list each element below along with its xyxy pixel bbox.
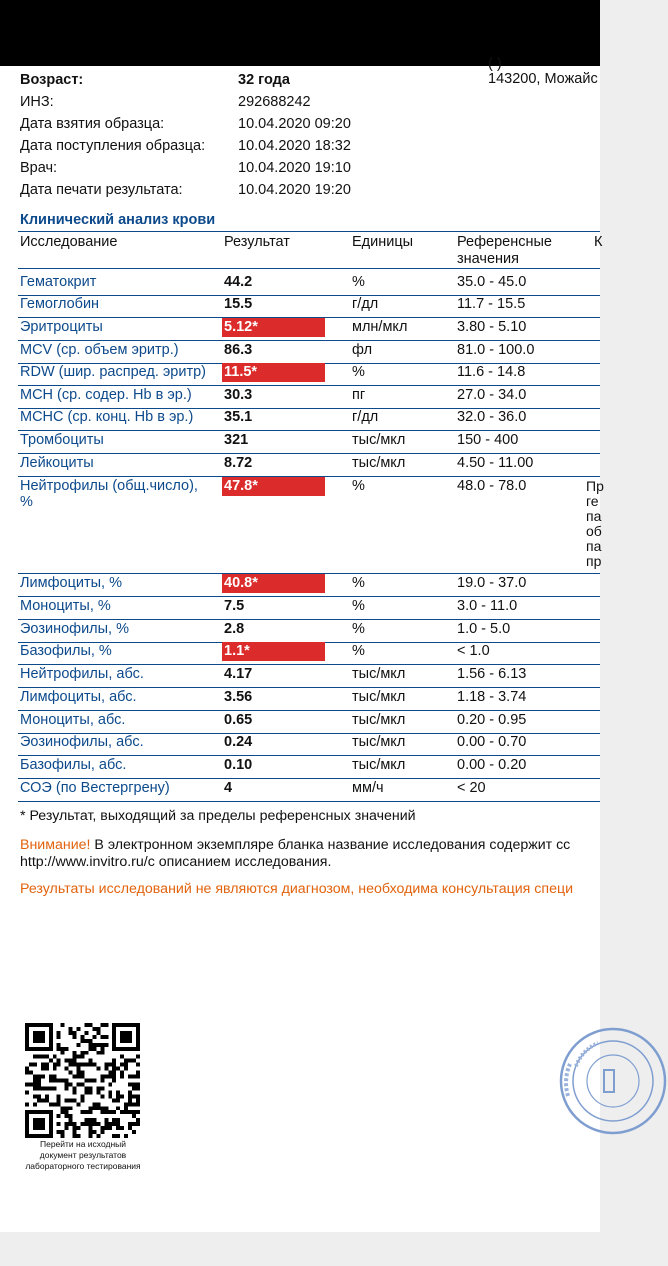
units: % [352, 364, 365, 380]
units: % [352, 643, 365, 659]
result-value: 8.72 [224, 455, 253, 471]
test-name: СОЭ (по Вестергрену) [20, 780, 170, 796]
comment-fragment: Пр [586, 478, 604, 494]
header-divider [18, 268, 600, 269]
units: тыс/мкл [352, 666, 406, 682]
units: г/дл [352, 296, 379, 312]
test-name: Базофилы, абс. [20, 757, 127, 773]
reference-range: 27.0 - 34.0 [457, 387, 527, 403]
reference-range: < 1.0 [457, 643, 490, 659]
units: тыс/мкл [352, 455, 406, 471]
test-name: RDW (шир. распред. эритр) [20, 364, 206, 380]
status-bar [0, 0, 600, 66]
reference-range: < 20 [457, 780, 486, 796]
attention-label: Внимание! [20, 837, 91, 853]
print-date-value: 10.04.2020 19:20 [238, 182, 351, 198]
result-value: 0.10 [224, 757, 253, 773]
result-value: 15.5 [224, 296, 253, 312]
result-value: 7.5 [224, 598, 245, 614]
test-name-cont: % [20, 494, 33, 510]
inz-value: 292688242 [238, 94, 311, 110]
comment-fragment: пр [586, 553, 602, 569]
units: % [352, 274, 365, 290]
sample-received-label: Дата поступления образца: [20, 138, 206, 154]
print-date-label: Дата печати результата: [20, 182, 183, 198]
diagnosis-note: Результаты исследований не являются диагнозом, необходима консультация специ [20, 881, 574, 897]
reference-range: 19.0 - 37.0 [457, 575, 527, 591]
result-value-flagged: 11.5* [222, 363, 325, 382]
units: пг [352, 387, 366, 403]
reference-range: 48.0 - 78.0 [457, 478, 527, 494]
row-divider [18, 801, 600, 802]
reference-range: 4.50 - 11.00 [457, 455, 534, 471]
comment-fragment: об [586, 523, 602, 539]
company-stamp-icon [558, 1026, 668, 1136]
result-value: 0.24 [224, 734, 253, 750]
result-value: 321 [224, 432, 249, 448]
units: тыс/мкл [352, 689, 406, 705]
result-value: 4.17 [224, 666, 253, 682]
units: тыс/мкл [352, 734, 406, 750]
sample-taken-label: Дата взятия образца: [20, 116, 165, 132]
test-name: Моноциты, абс. [20, 712, 126, 728]
test-name: Лимфоциты, абс. [20, 689, 137, 705]
units: тыс/мкл [352, 432, 406, 448]
test-name: Эозинофилы, абс. [20, 734, 144, 750]
reference-range: 3.80 - 5.10 [457, 319, 527, 335]
lab-report-page [0, 56, 604, 1232]
result-value-flagged: 1.1* [222, 642, 325, 661]
test-name: Базофилы, % [20, 643, 112, 659]
qr-code-icon[interactable] [25, 1023, 140, 1138]
sample-taken-value: 10.04.2020 09:20 [238, 116, 351, 132]
test-name: MCHC (ср. конц. Hb в эр.) [20, 409, 194, 425]
result-value: 2.8 [224, 621, 245, 637]
result-value: 30.3 [224, 387, 253, 403]
test-name: Нейтрофилы (общ.число), [20, 478, 198, 494]
reference-range: 35.0 - 45.0 [457, 274, 527, 290]
test-name: Эритроциты [20, 319, 103, 335]
result-value: 44.2 [224, 274, 253, 290]
test-name: Эозинофилы, % [20, 621, 130, 637]
col-header-reference: Референсные значения [457, 234, 552, 267]
units: тыс/мкл [352, 712, 406, 728]
col-header-comment: К [594, 234, 603, 250]
col-header-test: Исследование [20, 234, 118, 250]
test-name: Гемоглобин [20, 296, 100, 312]
result-value: 86.3 [224, 342, 253, 358]
reference-range: 0.00 - 0.70 [457, 734, 527, 750]
address-top: ( ) [488, 56, 502, 72]
units: % [352, 478, 365, 494]
test-name: MCV (ср. объем эритр.) [20, 342, 179, 358]
result-value: 3.56 [224, 689, 253, 705]
units: тыс/мкл [352, 757, 406, 773]
sample-received-value: 10.04.2020 18:32 [238, 138, 351, 154]
result-value: 4 [224, 780, 233, 796]
result-value: 0.65 [224, 712, 253, 728]
age-value: 32 года [238, 72, 290, 88]
test-name: Лимфоциты, % [20, 575, 122, 591]
test-name: Лейкоциты [20, 455, 94, 471]
result-value-flagged: 47.8* [222, 477, 325, 496]
comment-fragment: па [586, 508, 602, 524]
test-name: Тромбоциты [20, 432, 104, 448]
units: % [352, 598, 365, 614]
comment-fragment: ге [586, 493, 599, 509]
lab-address: 143200, Можайс [488, 71, 598, 87]
comment-fragment: па [586, 538, 602, 554]
reference-range: 0.20 - 0.95 [457, 712, 527, 728]
reference-range: 81.0 - 100.0 [457, 342, 535, 358]
units: % [352, 575, 365, 591]
units: г/дл [352, 409, 379, 425]
reference-range: 11.7 - 15.5 [457, 296, 526, 312]
result-value-flagged: 5.12* [222, 318, 325, 337]
reference-range: 3.0 - 11.0 [457, 598, 518, 614]
reference-range: 1.18 - 3.74 [457, 689, 527, 705]
reference-range: 32.0 - 36.0 [457, 409, 527, 425]
units: млн/мкл [352, 319, 408, 335]
section-title: Клинический анализ крови [20, 212, 216, 228]
section-divider [18, 231, 600, 232]
attention-link[interactable]: http://www.invitro.ru/с описанием исследования. [20, 854, 332, 870]
age-label: Возраст: [20, 72, 84, 88]
col-header-units: Единицы [352, 234, 414, 250]
units: фл [352, 342, 373, 358]
test-name: Моноциты, % [20, 598, 111, 614]
result-value: 35.1 [224, 409, 253, 425]
reference-range: 0.00 - 0.20 [457, 757, 527, 773]
units: мм/ч [352, 780, 384, 796]
reference-range: 150 - 400 [457, 432, 519, 448]
reference-range: 11.6 - 14.8 [457, 364, 526, 380]
reference-range: 1.0 - 5.0 [457, 621, 511, 637]
attention-note: Внимание! В электронном экземпляре бланка название исследования содержит сс [20, 837, 571, 853]
doctor-value: 10.04.2020 19:10 [238, 160, 351, 176]
qr-caption: Перейти на исходный документ результатов лабораторного тестирования [25, 1139, 141, 1171]
test-name: Нейтрофилы, абс. [20, 666, 144, 682]
result-value-flagged: 40.8* [222, 574, 325, 593]
footnote: * Результат, выходящий за пределы референсных значений [20, 808, 416, 824]
test-name: Гематокрит [20, 274, 97, 290]
units: % [352, 621, 365, 637]
doctor-label: Врач: [20, 160, 58, 176]
col-header-result: Результат [224, 234, 290, 250]
inz-label: ИНЗ: [20, 94, 54, 110]
reference-range: 1.56 - 6.13 [457, 666, 527, 682]
test-name: MCH (ср. содер. Hb в эр.) [20, 387, 192, 403]
